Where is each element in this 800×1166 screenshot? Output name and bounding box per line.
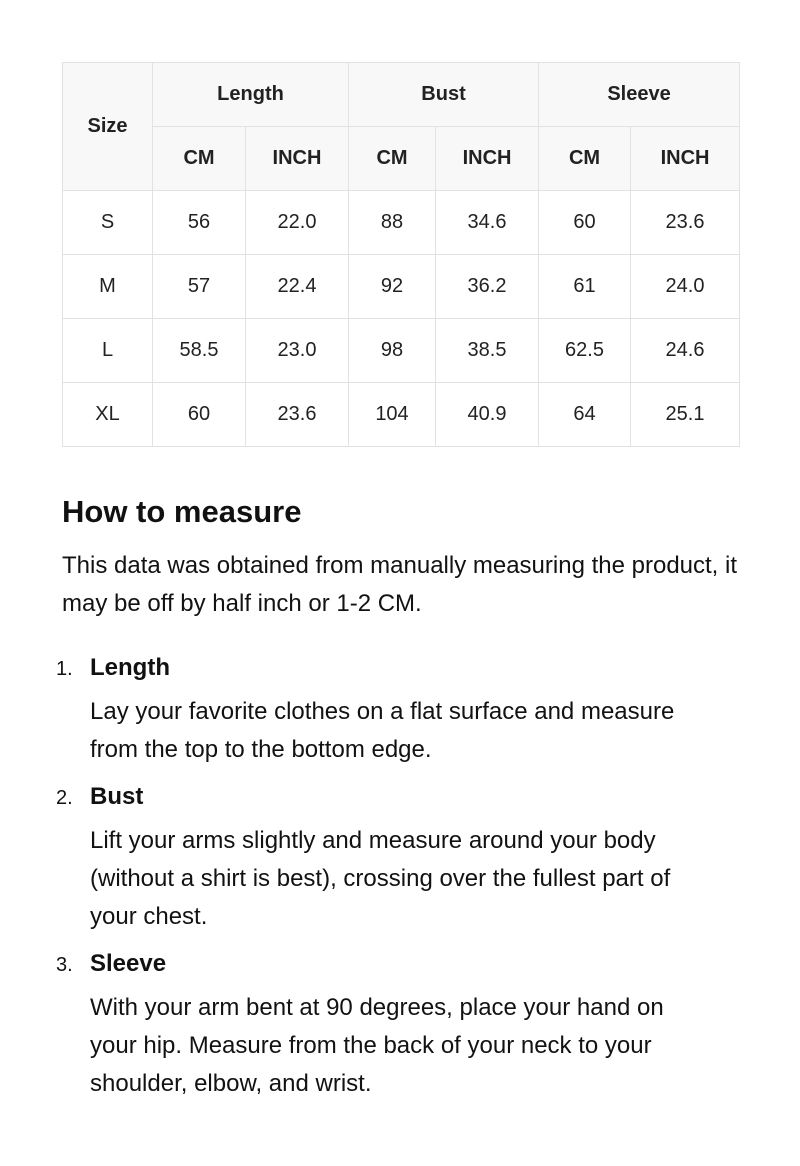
table-header-unit-row [63,127,740,191]
bust-group-header: Bust [349,63,539,127]
step-heading [54,652,740,684]
value-cell: 23.6 [246,383,349,447]
value-cell: 22.0 [246,191,349,255]
size-table [62,62,740,447]
size-cell: XL [63,383,153,447]
size-cell: S [63,191,153,255]
measure-step-sleeve [54,948,740,1103]
value-cell: 40.9 [436,383,539,447]
bust-inch-header: INCH [436,127,539,191]
table-row [63,319,740,383]
value-cell: 61 [539,255,631,319]
value-cell: 98 [349,319,436,383]
step-term: Bust [90,783,144,810]
value-cell: 38.5 [436,319,539,383]
sleeve-group-header: Sleeve [539,63,740,127]
value-cell: 56 [153,191,246,255]
how-to-measure-section [56,494,740,1103]
table-row [63,191,740,255]
size-cell: L [63,319,153,383]
value-cell: 36.2 [436,255,539,319]
measure-step-length [54,652,740,769]
value-cell: 23.0 [246,319,349,383]
length-inch-header: INCH [246,127,349,191]
value-cell: 25.1 [631,383,740,447]
step-description: Lay your favorite clothes on a flat surface and measure from the top to the bottom edge. [90,698,675,763]
step-heading [54,781,740,813]
table-row [63,383,740,447]
table-header-group-row [63,63,740,127]
value-cell: 34.6 [436,191,539,255]
value-cell: 88 [349,191,436,255]
sleeve-inch-header: INCH [631,127,740,191]
value-cell: 92 [349,255,436,319]
intro-paragraph: This data was obtained from manually measuring the product, it may be off by half inch or 1-2 CM. [62,552,738,617]
size-cell: M [63,255,153,319]
measure-step-bust [54,781,740,936]
value-cell: 24.0 [631,255,740,319]
step-description: With your arm bent at 90 degrees, place your hand on your hip. Measure from the back of your neck to your shoulder, elbow, and wrist. [90,994,664,1097]
value-cell: 60 [153,383,246,447]
value-cell: 22.4 [246,255,349,319]
value-cell: 62.5 [539,319,631,383]
value-cell: 57 [153,255,246,319]
step-heading [54,948,740,980]
value-cell: 104 [349,383,436,447]
size-column-header: Size [63,63,153,191]
value-cell: 24.6 [631,319,740,383]
sleeve-cm-header: CM [539,127,631,191]
table-row [63,255,740,319]
how-to-measure-title: How to measure [62,494,302,529]
measure-steps-list [54,652,740,1103]
step-term: Sleeve [90,950,167,977]
step-number: 2. [56,787,73,809]
length-cm-header: CM [153,127,246,191]
value-cell: 58.5 [153,319,246,383]
bust-cm-header: CM [349,127,436,191]
value-cell: 60 [539,191,631,255]
step-description: Lift your arms slightly and measure around your body (without a shirt is best), crossing over the fullest part of your chest. [90,827,671,930]
value-cell: 64 [539,383,631,447]
step-term: Length [90,654,170,681]
step-number: 1. [56,658,73,680]
value-cell: 23.6 [631,191,740,255]
length-group-header: Length [153,63,349,127]
step-number: 3. [56,954,73,976]
